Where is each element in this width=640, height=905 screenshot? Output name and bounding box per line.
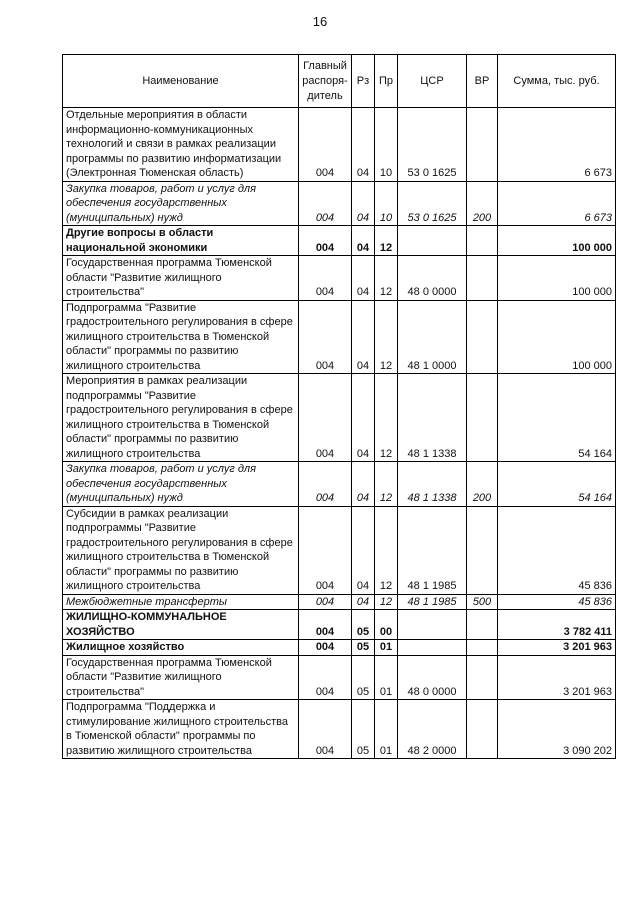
cell-csr: 48 2 0000 <box>398 700 467 759</box>
page-number: 16 <box>312 14 328 29</box>
cell-pr: 12 <box>375 300 398 374</box>
cell-sum: 3 201 963 <box>498 640 616 656</box>
cell-vr <box>467 700 498 759</box>
cell-csr: 48 0 0000 <box>398 655 467 700</box>
cell-pr: 12 <box>375 506 398 594</box>
cell-sum: 6 673 <box>498 181 616 226</box>
cell-vr <box>467 108 498 182</box>
cell-sum: 100 000 <box>498 256 616 301</box>
header-vr: ВР <box>467 55 498 108</box>
cell-vr <box>467 655 498 700</box>
cell-admin: 004 <box>299 640 352 656</box>
cell-admin: 004 <box>299 300 352 374</box>
cell-rz: 04 <box>352 506 375 594</box>
cell-pr: 00 <box>375 610 398 640</box>
cell-name: Государственная программа Тюменской области "Развитие жилищного строительства" <box>63 256 299 301</box>
cell-name: Государственная программа Тюменской области "Развитие жилищного строительства" <box>63 655 299 700</box>
header-csr: ЦСР <box>398 55 467 108</box>
cell-sum: 3 090 202 <box>498 700 616 759</box>
cell-admin: 004 <box>299 594 352 610</box>
cell-vr: 200 <box>467 181 498 226</box>
cell-rz: 04 <box>352 462 375 507</box>
header-admin: Главный распоря-дитель <box>299 55 352 108</box>
cell-admin: 004 <box>299 226 352 256</box>
cell-name: Субсидии в рамках реализации подпрограммы "Развитие градостроительного регулирования в сфере жилищного строительства в Тюменской области" программы по развитию жилищного строительства <box>63 506 299 594</box>
cell-vr <box>467 506 498 594</box>
cell-csr <box>398 610 467 640</box>
cell-name: Подпрограмма "Развитие градостроительного регулирования в сфере жилищного строительства в Тюменской области" программы по развитию жилищного строительства <box>63 300 299 374</box>
cell-pr: 10 <box>375 108 398 182</box>
cell-vr <box>467 256 498 301</box>
cell-pr: 12 <box>375 374 398 462</box>
cell-admin: 004 <box>299 374 352 462</box>
cell-sum: 45 836 <box>498 594 616 610</box>
cell-rz: 04 <box>352 374 375 462</box>
cell-admin: 004 <box>299 462 352 507</box>
table-row <box>63 300 616 374</box>
cell-admin: 004 <box>299 506 352 594</box>
cell-csr <box>398 640 467 656</box>
cell-rz: 04 <box>352 300 375 374</box>
cell-name: Межбюджетные трансферты <box>63 594 299 610</box>
cell-rz: 05 <box>352 655 375 700</box>
header-pr: Пр <box>375 55 398 108</box>
cell-sum: 6 673 <box>498 108 616 182</box>
header-rz: Рз <box>352 55 375 108</box>
cell-pr: 01 <box>375 700 398 759</box>
cell-vr <box>467 300 498 374</box>
cell-name: Жилищное хозяйство <box>63 640 299 656</box>
table-row <box>63 610 616 640</box>
table-row <box>63 108 616 182</box>
cell-csr: 48 1 1338 <box>398 462 467 507</box>
cell-vr <box>467 374 498 462</box>
cell-pr: 12 <box>375 226 398 256</box>
header-sum: Сумма, тыс. руб. <box>498 55 616 108</box>
table-row <box>63 640 616 656</box>
cell-rz: 04 <box>352 256 375 301</box>
cell-vr: 200 <box>467 462 498 507</box>
cell-sum: 100 000 <box>498 226 616 256</box>
header-name: Наименование <box>63 55 299 108</box>
cell-sum: 45 836 <box>498 506 616 594</box>
cell-csr: 48 1 1338 <box>398 374 467 462</box>
cell-pr: 10 <box>375 181 398 226</box>
cell-admin: 004 <box>299 700 352 759</box>
cell-admin: 004 <box>299 610 352 640</box>
cell-csr: 48 1 0000 <box>398 300 467 374</box>
table-row <box>63 506 616 594</box>
cell-csr: 48 0 0000 <box>398 256 467 301</box>
cell-vr <box>467 640 498 656</box>
table-row <box>63 462 616 507</box>
cell-rz: 05 <box>352 610 375 640</box>
cell-rz: 05 <box>352 700 375 759</box>
cell-name: Мероприятия в рамках реализации подпрограммы "Развитие градостроительного регулирования в сфере жилищного строительства в Тюменской области" программы по развитию жилищного строительства <box>63 374 299 462</box>
cell-pr: 12 <box>375 256 398 301</box>
table-body <box>63 108 616 759</box>
cell-admin: 004 <box>299 256 352 301</box>
cell-pr: 12 <box>375 594 398 610</box>
cell-name: Другие вопросы в области национальной экономики <box>63 226 299 256</box>
table-row <box>63 256 616 301</box>
table-row <box>63 181 616 226</box>
table-row <box>63 374 616 462</box>
table-row <box>63 226 616 256</box>
cell-csr: 48 1 1985 <box>398 594 467 610</box>
cell-name: Закупка товаров, работ и услуг для обеспечения государственных (муниципальных) нужд <box>63 181 299 226</box>
cell-vr: 500 <box>467 594 498 610</box>
cell-sum: 3 201 963 <box>498 655 616 700</box>
cell-rz: 04 <box>352 181 375 226</box>
cell-sum: 100 000 <box>498 300 616 374</box>
cell-rz: 04 <box>352 108 375 182</box>
cell-sum: 54 164 <box>498 462 616 507</box>
cell-admin: 004 <box>299 108 352 182</box>
cell-csr <box>398 226 467 256</box>
cell-vr <box>467 226 498 256</box>
cell-pr: 01 <box>375 655 398 700</box>
cell-name: Подпрограмма "Поддержка и стимулирование жилищного строительства в Тюменской области" программы по развитию жилищного строительства <box>63 700 299 759</box>
cell-csr: 53 0 1625 <box>398 181 467 226</box>
cell-sum: 54 164 <box>498 374 616 462</box>
cell-rz: 04 <box>352 594 375 610</box>
cell-rz: 04 <box>352 226 375 256</box>
cell-pr: 12 <box>375 462 398 507</box>
cell-name: Закупка товаров, работ и услуг для обеспечения государственных (муниципальных) нужд <box>63 462 299 507</box>
cell-admin: 004 <box>299 181 352 226</box>
table-header-row <box>63 55 616 108</box>
table-row <box>63 655 616 700</box>
cell-pr: 01 <box>375 640 398 656</box>
cell-rz: 05 <box>352 640 375 656</box>
cell-csr: 53 0 1625 <box>398 108 467 182</box>
cell-name: Отдельные мероприятия в области информационно-коммуникационных технологий и связи в рамках реализации программы по развитию информатизации (Электронная Тюменская область) <box>63 108 299 182</box>
cell-admin: 004 <box>299 655 352 700</box>
cell-csr: 48 1 1985 <box>398 506 467 594</box>
budget-table <box>62 54 616 759</box>
table-row <box>63 700 616 759</box>
cell-vr <box>467 610 498 640</box>
cell-sum: 3 782 411 <box>498 610 616 640</box>
cell-name: ЖИЛИЩНО-КОММУНАЛЬНОЕ ХОЗЯЙСТВО <box>63 610 299 640</box>
table-row <box>63 594 616 610</box>
